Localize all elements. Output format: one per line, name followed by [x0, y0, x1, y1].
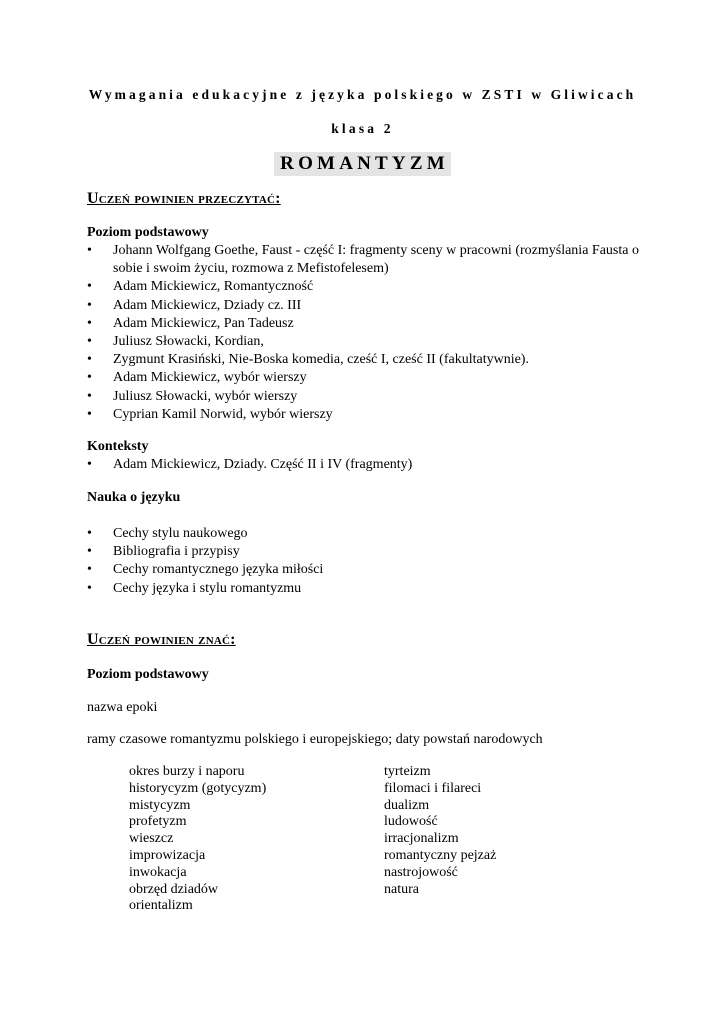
language-heading: Nauka o języku — [87, 490, 181, 505]
reading-list — [87, 242, 639, 424]
term-item: dualizm — [384, 797, 430, 813]
term-item: okres burzy i naporu — [129, 764, 245, 779]
term-item: tyrteizm — [384, 764, 431, 779]
know-basic-level-heading: Poziom podstawowy — [87, 667, 209, 682]
term-item: obrzęd dziadów — [129, 881, 219, 897]
basic-level-heading: Poziom podstawowy — [87, 225, 209, 240]
contexts-heading: Konteksty — [87, 439, 149, 454]
term-item: filomaci i filareci — [384, 780, 482, 796]
term-item: nastrojowość — [384, 864, 458, 880]
term-item: historycyzm (gotycyzm) — [129, 780, 267, 796]
term-item: profetyzm — [129, 814, 187, 830]
list-item: • Juliusz Słowacki, wybór wierszy — [87, 388, 639, 406]
section-heading-know: Uczeń powinien znać: — [87, 631, 236, 648]
list-item: • Cechy romantycznego języka miłości — [87, 561, 639, 579]
list-item: • Adam Mickiewicz, Romantyczność — [87, 278, 639, 296]
term-item: inwokacja — [129, 864, 187, 880]
list-item: • Cechy języka i stylu romantyzmu — [87, 580, 639, 598]
list-item: • Adam Mickiewicz, wybór wierszy — [87, 369, 639, 387]
term-item: natura — [384, 881, 419, 897]
time-frames-requirement: ramy czasowe romantyzmu polskiego i europejskiego; daty powstań narodowych — [87, 732, 543, 747]
list-item: • Juliusz Słowacki, Kordian, — [87, 333, 639, 351]
list-item: • Cechy stylu naukowego — [87, 525, 639, 543]
section-heading-read: Uczeń powinien przeczytać: — [87, 190, 281, 207]
term-item: ludowość — [384, 814, 438, 830]
document-title: Wymagania edukacyjne z języka polskiego w ZSTI w Gliwicach — [88, 87, 637, 102]
terms-list-right — [384, 764, 624, 898]
term-item: romantyczny pejzaż — [384, 847, 497, 863]
list-item: • Adam Mickiewicz, Pan Tadeusz — [87, 315, 639, 333]
list-item: • Zygmunt Krasiński, Nie-Boska komedia, cześć I, cześć II (fakultatywnie). — [87, 351, 639, 369]
list-item: • Adam Mickiewicz, Dziady cz. III — [87, 297, 639, 315]
list-item: • Adam Mickiewicz, Dziady. Część II i IV (fragmenty) — [87, 456, 639, 474]
term-item: wieszcz — [129, 831, 174, 847]
term-item: orientalizm — [129, 898, 193, 914]
language-list — [87, 525, 639, 598]
list-item: • Johann Wolfgang Goethe, Faust - część I: fragmenty sceny w pracowni (rozmyślania Fausta o sobie i swoim życiu, rozmowa z Mefistofelesem) — [87, 242, 639, 278]
epoch-title-wrapper — [0, 152, 725, 176]
list-item: • Bibliografia i przypisy — [87, 543, 639, 561]
term-item: mistycyzm — [129, 797, 191, 813]
terms-list-left — [129, 764, 369, 915]
term-item: improwizacja — [129, 847, 206, 863]
contexts-list — [87, 456, 639, 474]
epoch-name-requirement: nazwa epoki — [87, 700, 158, 715]
term-item: irracjonalizm — [384, 831, 459, 847]
list-item: • Cyprian Kamil Norwid, wybór wierszy — [87, 406, 639, 424]
class-level: klasa 2 — [331, 121, 394, 136]
epoch-title: ROMANTYZM — [274, 152, 451, 176]
